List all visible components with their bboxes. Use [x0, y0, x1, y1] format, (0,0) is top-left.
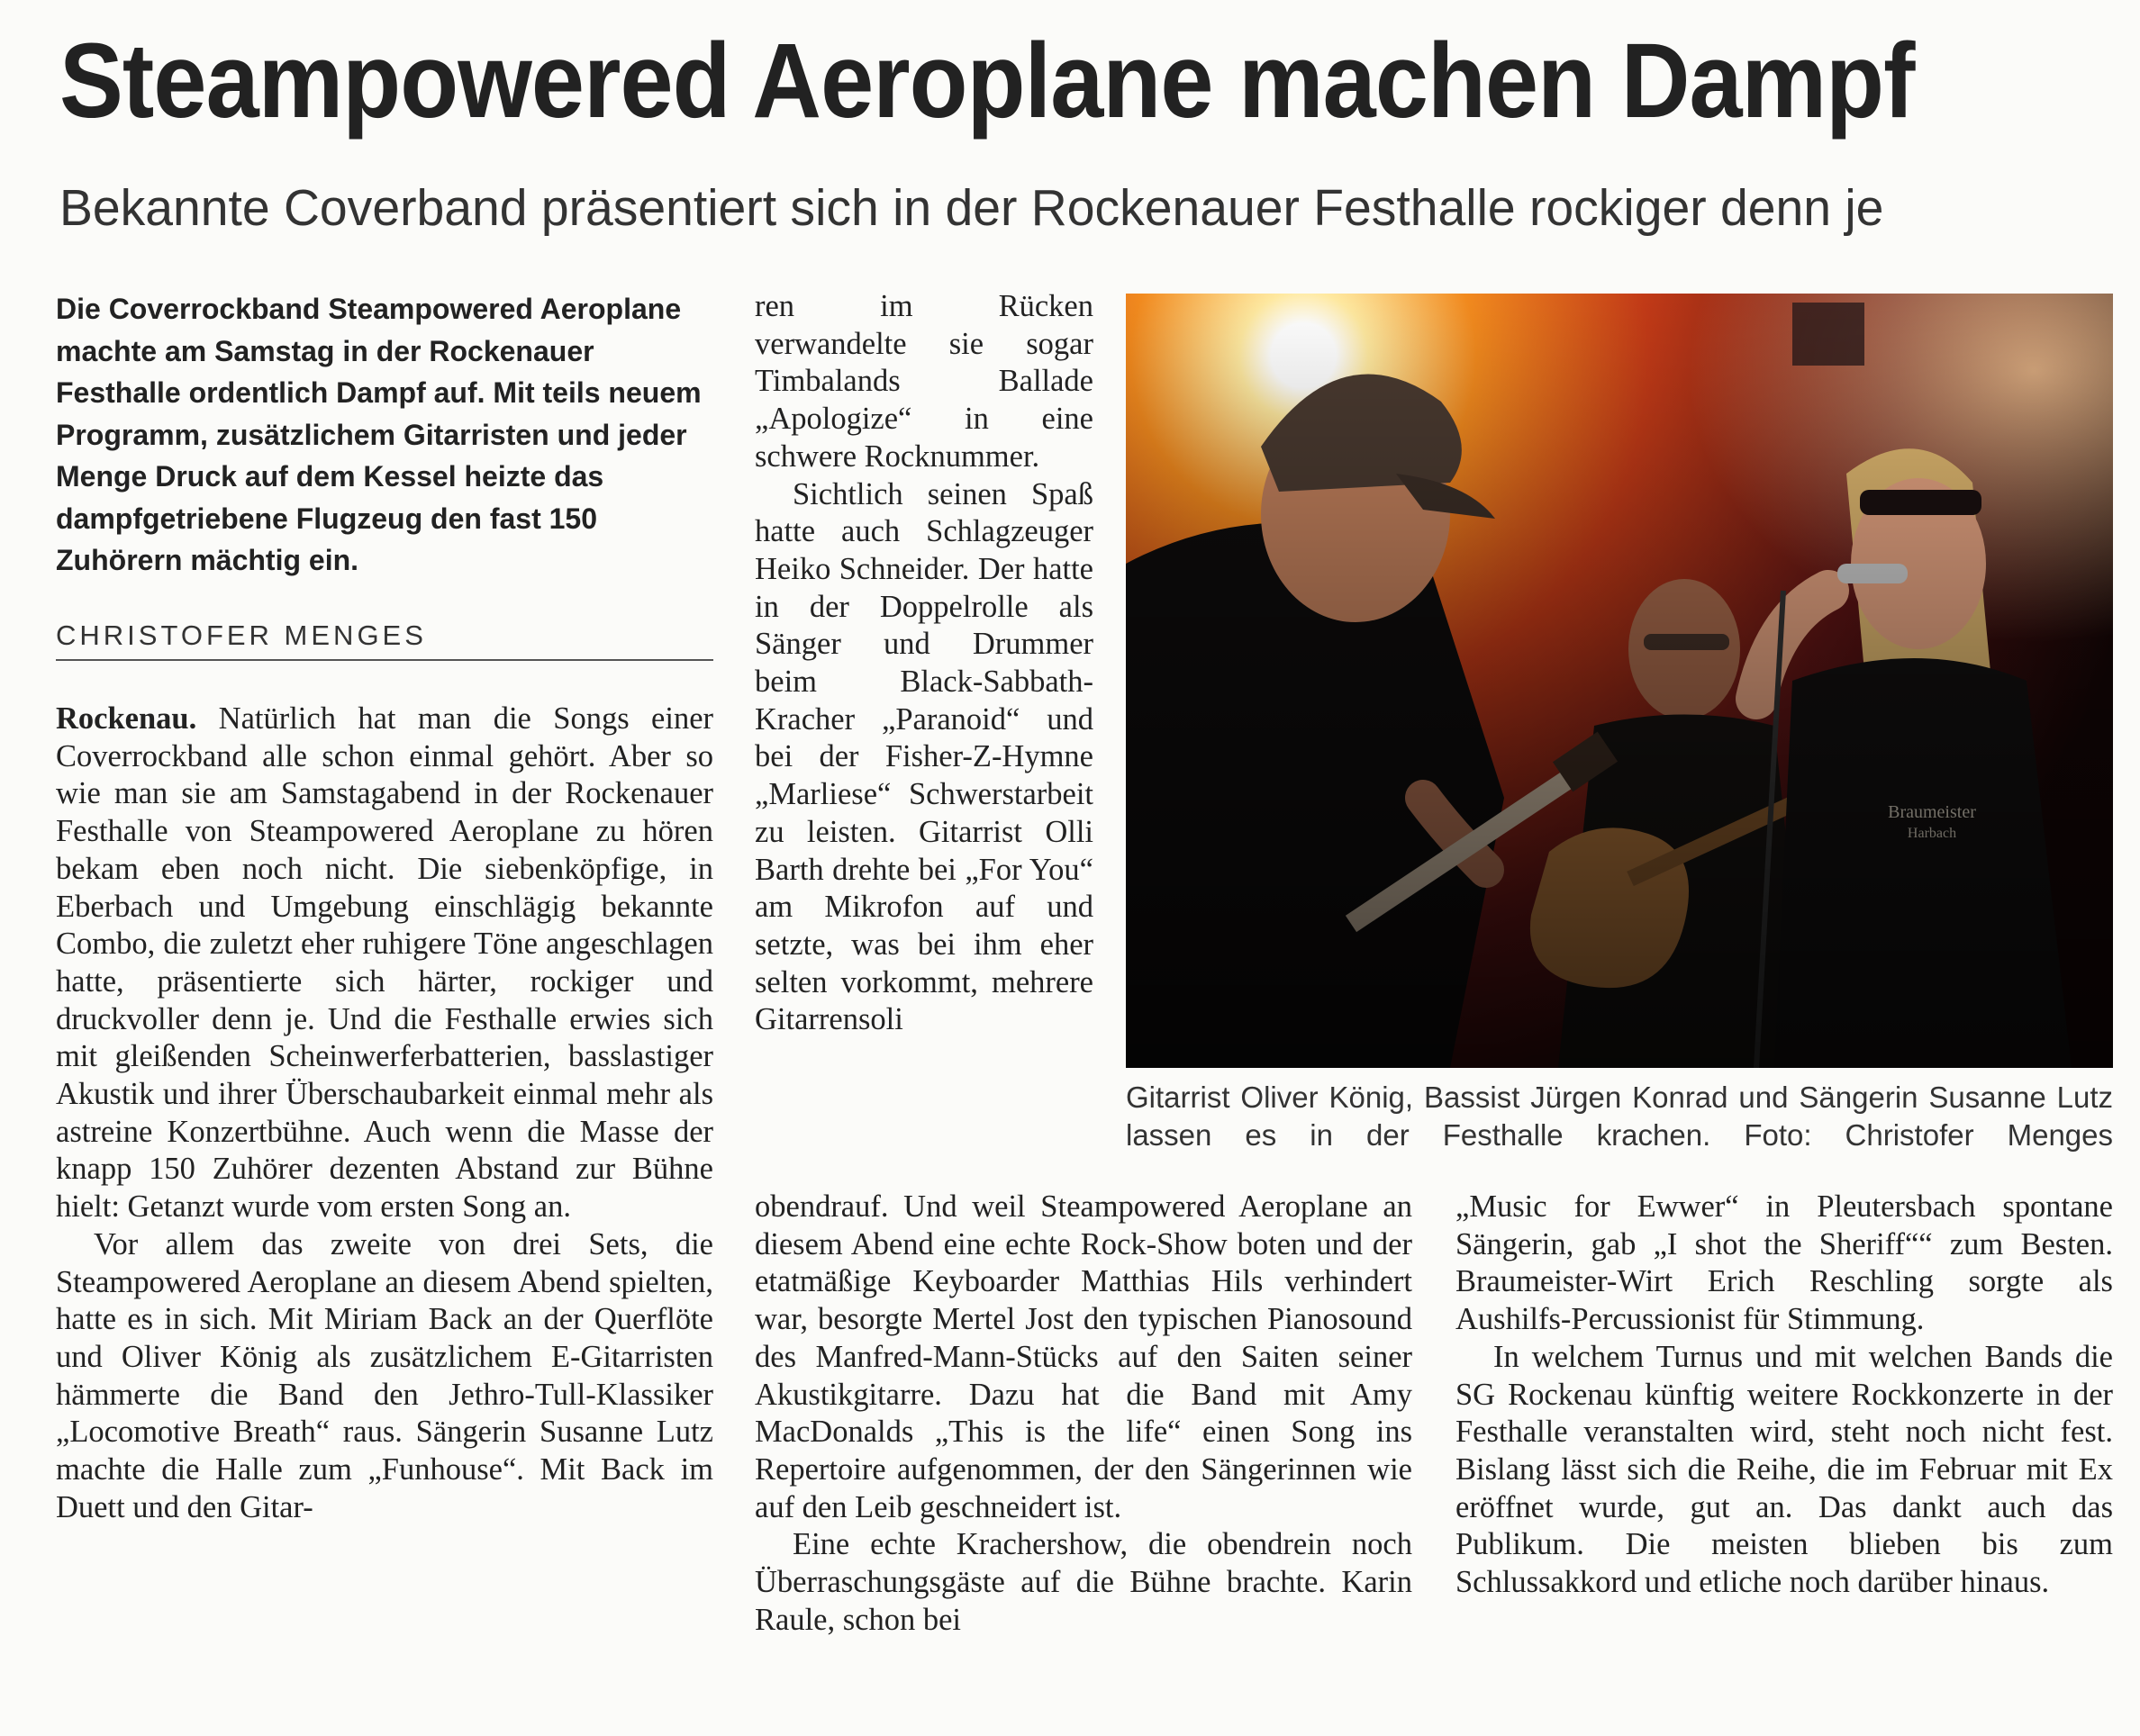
- paragraph-text: Natürlich hat man die Songs einer Coverrockband alle schon einmal gehört. Aber so wie man sie am Samstagabend in der Rockenauer Festhalle von Steampowered Aeroplane zu hören bekam eben noch nicht. Die siebenköpfige, in Eberbach und Umgebung einschlägig bekannte Combo, die zuletzt eher ruhigere Töne angeschlagen hatte, präsentierte sich härter, rockiger und druckvoller denn je. Und die Festhalle erwies sich mit gleißenden Scheinwerferbatterien, basslastiger Akustik und ihrer Überschaubarkeit einmal mehr als astreine Konzertbühne. Auch wenn die Masse der knapp 150 Zuhörer dezenten Abstand zur Bühne hielt: Getanzt wurde vom ersten Song an.: [56, 701, 714, 1225]
- subheadline: Bekannte Coverband präsentiert sich in der Rockenauer Festhalle rockiger denn je: [59, 179, 1884, 237]
- lead-paragraph: Die Coverrockband Steampowered Aeroplane machte am Samstag in der Rockenauer Festhalle ordentlich Dampf auf. Mit teils neuem Programm, zusätzlichem Gitarristen und jeder Menge Druck auf dem Kessel heizte das dampfgetriebene Flugzeug den fast 150 Zuhörern mächtig ein.: [56, 293, 702, 576]
- article-paragraph: ren im Rücken verwandelte sie sogar Timbalands Ballade „Apologize“ in eine schwere Rocknummer.: [755, 289, 1093, 474]
- headline: Steampowered Aeroplane machen Dampf: [59, 22, 1915, 140]
- article-paragraph: In welchem Turnus und mit welchen Bands die SG Rockenau künftig weitere Rockkonzerte in der Festhalle veranstalten wird, steht noch nicht fest. Bislang lässt sich die Reihe, die im Februar mit Ex eröffnet wurde, gut an. Das dankt auch das Publikum. Die meisten blieben bis zum Schlussakkord und etliche noch darüber hinaus.: [1455, 1339, 2113, 1600]
- article-paragraph: obendrauf. Und weil Steampowered Aeroplane an diesem Abend eine echte Rock-Show boten und der etatmäßige Keyboarder Matthias Hils verhindert war, besorgte Mertel Jost den typischen Pianosound des Manfred-Mann-Stücks auf den Saiten seiner Akustikgitarre. Dazu hat die Band mit Amy MacDonalds „This is the life“ einen Song ins Repertoire aufgenommen, der den Sängerinnen wie auf den Leib geschneidert ist.: [755, 1189, 1412, 1524]
- concert-photo-illustration: [1126, 294, 2113, 1068]
- article-paragraph: Vor allem das zweite von drei Sets, die Steampowered Aeroplane an diesem Abend spielten, hatte es in sich. Mit Miriam Back an der Querflöte und Oliver König als zusätzlichem E-Gitarristen hämmerte die Band den Jethro-Tull-Klassiker „Locomotive Breath“ raus. Sängerin Susanne Lutz machte die Halle zum „Funhouse“. Mit Back im Duett und den Gitar-: [56, 1226, 713, 1524]
- dateline: Rockenau.: [56, 701, 197, 736]
- article-paragraph: „Music for Ewwer“ in Pleutersbach spontane Sängerin, gab „I shot the Sheriff““ zum Besten. Braumeister-Wirt Erich Reschling sorgte als Aushilfs-Percussionist für Stimmung.: [1455, 1189, 2113, 1337]
- photo-credit: Foto: Christofer Menges: [1744, 1118, 2114, 1152]
- article-column-2-bottom: [755, 1189, 1412, 1639]
- byline-divider: [56, 659, 713, 661]
- article-paragraph: Eine echte Krachershow, die obendrein noch Überraschungsgäste auf die Bühne brachte. Karin Raule, schon bei: [755, 1527, 1412, 1637]
- article-column-3: [1455, 1189, 2113, 1602]
- article-paragraph: Sichtlich seinen Spaß hatte auch Schlagzeuger Heiko Schneider. Der hatte in der Doppelrolle als Sänger und Drummer beim Black-Sabbath-Kracher „Paranoid“ und bei der Fisher-Z-Hymne „Marliese“ Schwerstarbeit zu leisten. Gitarrist Olli Barth drehte bei „For You“ am Mikrofon auf und setzte, was bei ihm eher selten vorkommt, mehrere Gitarrensoli: [755, 476, 1093, 1037]
- concert-photo: [1126, 294, 2113, 1068]
- article-paragraph: [56, 701, 713, 1226]
- caption-text: Gitarrist Oliver König, Bassist Jürgen Konrad und Sängerin Susanne Lutz lassen es in der Festhalle krachen.: [1126, 1080, 2113, 1152]
- author-byline: CHRISTOFER MENGES: [56, 619, 427, 651]
- article-column-2-top: [755, 288, 1093, 1039]
- article-column-1: [56, 701, 713, 1526]
- photo-caption: [1126, 1079, 2113, 1154]
